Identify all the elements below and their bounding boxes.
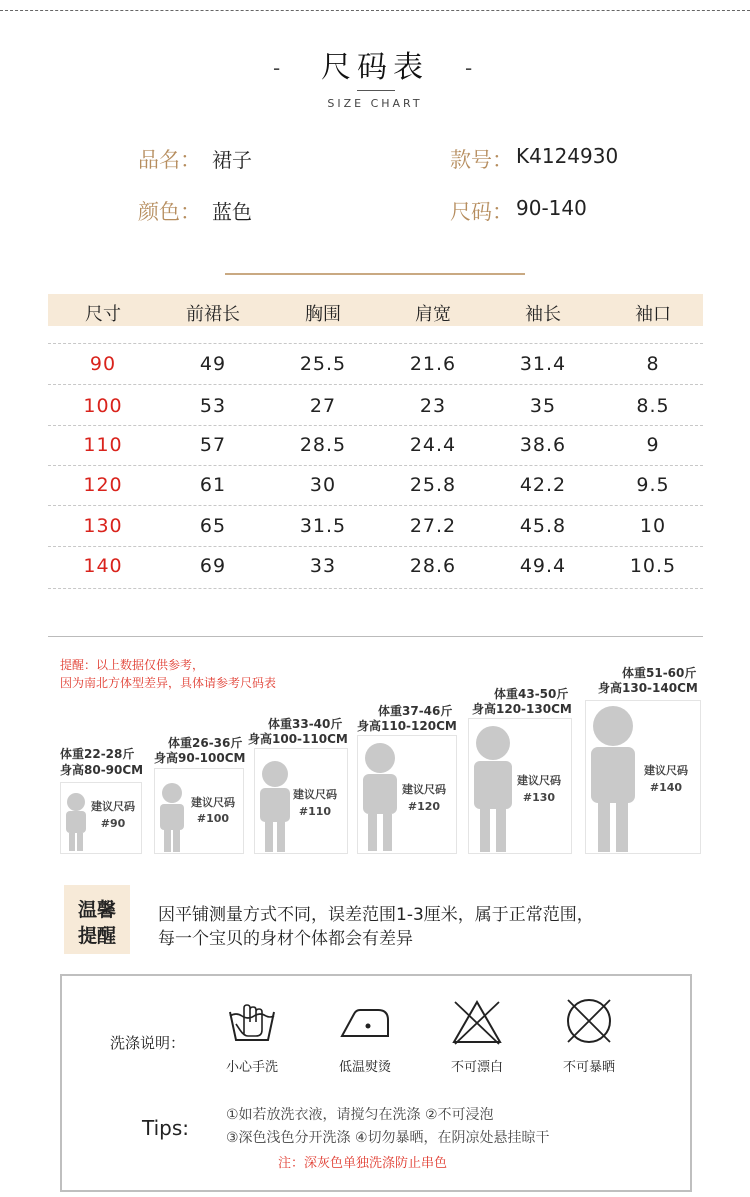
size-range-value: 90-140 — [516, 196, 587, 220]
tips-label: Tips: — [142, 1116, 190, 1140]
table-cell: 25.5 — [299, 353, 347, 375]
table-row — [48, 426, 703, 466]
tips-note: 注：深灰色单独洗涤防止串色 — [278, 1156, 448, 1171]
kid-weight: 体重22-28斤 — [60, 747, 135, 761]
table-cell: 10.5 — [629, 555, 677, 577]
table-cell: 9.5 — [636, 474, 670, 496]
kid-weight: 体重51-60斤 — [622, 666, 697, 680]
kid-suggest-label: 建议尺码 — [402, 783, 446, 796]
table-row — [48, 387, 703, 427]
table-cell: 25.8 — [409, 474, 457, 496]
kid-weight: 体重26-36斤 — [168, 736, 243, 750]
table-row — [48, 507, 703, 547]
kid-height: 身高130-140CM — [598, 681, 698, 695]
col-header-chest: 胸围 — [305, 304, 341, 325]
table-row — [48, 466, 703, 506]
kid-height: 身高120-130CM — [472, 702, 572, 716]
child-silhouette-icon — [588, 703, 638, 853]
table-cell-size: 110 — [83, 434, 123, 456]
table-cell: 49.4 — [519, 555, 567, 577]
table-cell: 28.5 — [299, 434, 347, 456]
table-cell-size: 90 — [89, 353, 117, 375]
table-cell: 69 — [199, 555, 227, 577]
table-cell-size: 130 — [83, 515, 123, 537]
col-header-front-length: 前裙长 — [186, 304, 240, 325]
table-row — [48, 547, 703, 587]
table-cell: 31.5 — [299, 515, 347, 537]
table-cell: 35 — [529, 395, 557, 417]
table-cell: 27.2 — [409, 515, 457, 537]
row-separator — [48, 343, 703, 344]
no-bleach-label: 不可漂白 — [450, 1060, 503, 1075]
size-range-label: 尺码： — [450, 200, 513, 224]
table-cell: 57 — [199, 434, 227, 456]
col-header-sleeve-length: 袖长 — [525, 304, 561, 325]
tips-line-2: ③深色浅色分开洗涤 ④切勿暴晒，在阴凉处悬挂晾干 — [226, 1130, 550, 1146]
kid-card — [60, 782, 142, 854]
warm-badge-line-1: 温馨 — [77, 899, 116, 921]
size-table-header — [48, 294, 703, 326]
kid-height: 身高100-110CM — [248, 732, 348, 746]
table-cell-size: 120 — [83, 474, 123, 496]
table-cell: 24.4 — [409, 434, 457, 456]
warm-text-line-2: 每一个宝贝的身材个体都会有差异 — [158, 929, 413, 949]
table-row — [48, 345, 703, 385]
top-dashed-divider — [0, 10, 750, 11]
wash-label: 洗涤说明： — [110, 1034, 186, 1052]
kid-card — [585, 700, 701, 854]
kid-weight: 体重33-40斤 — [268, 717, 343, 731]
title-dash-left: - — [273, 56, 281, 80]
col-header-shoulder: 肩宽 — [415, 304, 451, 325]
page-subtitle: SIZE CHART — [327, 97, 423, 110]
kid-card — [254, 748, 348, 854]
warm-badge-line-2: 提醒 — [77, 925, 116, 947]
style-number-value: K4124930 — [516, 144, 619, 168]
low-iron-icon — [338, 1004, 392, 1040]
kid-suggest-label: 建议尺码 — [91, 800, 135, 813]
col-header-cuff: 袖口 — [635, 304, 671, 325]
hand-wash-icon — [226, 1000, 278, 1044]
table-cell: 42.2 — [519, 474, 567, 496]
table-cell-size: 140 — [83, 555, 123, 577]
table-cell: 8 — [646, 353, 660, 375]
reminder-line-2: 因为南北方体型差异，具体请参考尺码表 — [60, 676, 277, 690]
hand-wash-label: 小心手洗 — [225, 1060, 278, 1075]
kid-suggest-size: #110 — [298, 805, 332, 818]
tips-line-1: ①如若放洗衣液，请搅匀在洗涤 ②不可浸泡 — [226, 1107, 494, 1123]
kid-weight: 体重37-46斤 — [378, 704, 453, 718]
color-label: 颜色： — [138, 200, 201, 224]
kid-suggest-label: 建议尺码 — [517, 774, 561, 787]
table-cell: 27 — [309, 395, 337, 417]
section-divider — [48, 636, 703, 637]
table-cell: 9 — [646, 434, 660, 456]
kid-suggest-size: #120 — [407, 800, 441, 813]
warm-text-line-1: 因平铺测量方式不同，误差范围1-3厘米，属于正常范围， — [158, 905, 594, 925]
info-divider — [225, 273, 525, 275]
row-separator — [48, 505, 703, 506]
table-cell: 10 — [639, 515, 667, 537]
low-iron-label: 低温熨烫 — [338, 1060, 391, 1075]
table-cell: 21.6 — [409, 353, 457, 375]
warm-reminder-badge — [64, 885, 130, 954]
row-separator — [48, 588, 703, 589]
subtitle-rule — [357, 90, 395, 91]
kid-suggest-label: 建议尺码 — [191, 796, 235, 809]
title-dash-right: - — [465, 56, 473, 80]
kid-suggest-label: 建议尺码 — [293, 788, 337, 801]
product-name-label: 品名： — [138, 148, 201, 172]
no-bleach-icon — [451, 998, 503, 1046]
kid-suggest-size: #130 — [522, 791, 556, 804]
kid-height: 身高90-100CM — [154, 751, 246, 765]
color-value: 蓝色 — [212, 200, 252, 224]
table-cell: 61 — [199, 474, 227, 496]
no-sun-dry-label: 不可暴晒 — [562, 1060, 615, 1075]
table-cell: 31.4 — [519, 353, 567, 375]
table-cell: 30 — [309, 474, 337, 496]
kid-height: 身高80-90CM — [60, 763, 144, 777]
table-cell: 53 — [199, 395, 227, 417]
table-cell: 65 — [199, 515, 227, 537]
kid-suggest-label: 建议尺码 — [644, 764, 688, 777]
table-cell: 49 — [199, 353, 227, 375]
no-sun-dry-icon — [564, 996, 614, 1046]
kid-height: 身高110-120CM — [357, 719, 457, 733]
table-cell: 23 — [419, 395, 447, 417]
col-header-size: 尺寸 — [85, 304, 121, 325]
table-cell: 8.5 — [636, 395, 670, 417]
kid-card — [154, 768, 244, 854]
table-cell: 38.6 — [519, 434, 567, 456]
table-cell: 33 — [309, 555, 337, 577]
kid-suggest-size: #90 — [100, 817, 126, 830]
reminder-line-1: 提醒：以上数据仅供参考， — [60, 658, 205, 672]
kid-suggest-size: #100 — [196, 812, 230, 825]
kid-suggest-size: #140 — [649, 781, 683, 794]
kid-card — [468, 718, 572, 854]
page-title: 尺码表 — [321, 50, 429, 85]
kid-weight: 体重43-50斤 — [494, 687, 569, 701]
table-cell: 45.8 — [519, 515, 567, 537]
row-separator — [48, 384, 703, 385]
table-cell: 28.6 — [409, 555, 457, 577]
table-cell-size: 100 — [83, 395, 123, 417]
style-number-label: 款号： — [450, 148, 513, 172]
product-name-value: 裙子 — [212, 148, 252, 172]
kid-card — [357, 735, 457, 854]
